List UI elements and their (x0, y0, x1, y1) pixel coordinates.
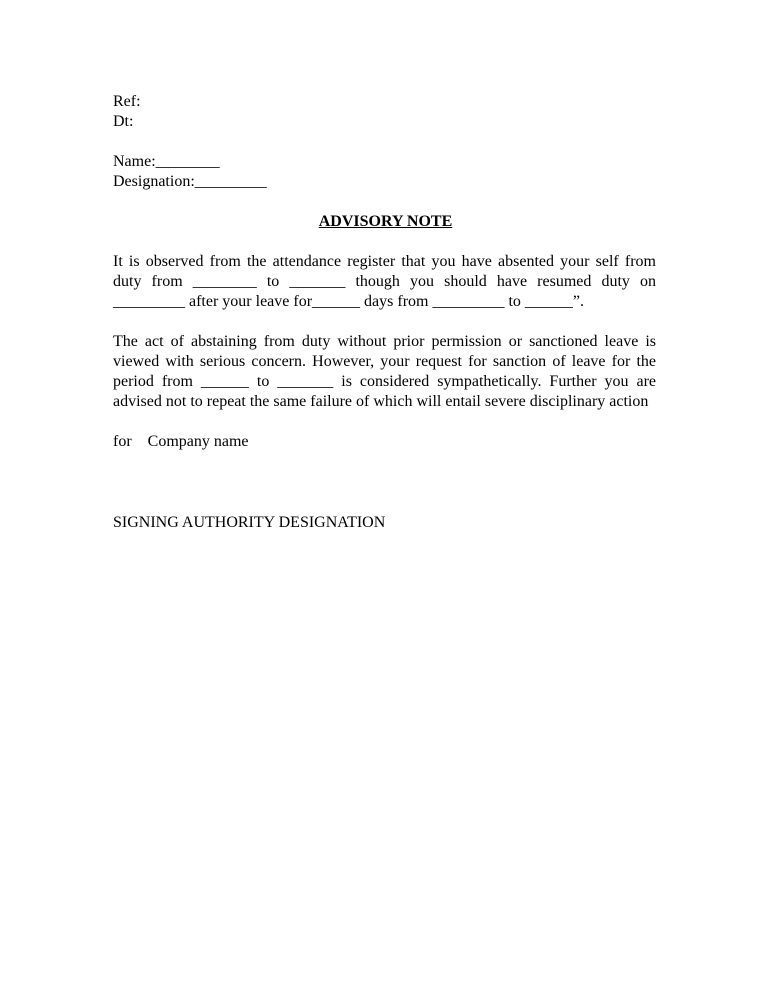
advisory-note-document (113, 92, 656, 533)
paragraph-absence: It is observed from the attendance register that you have absented your self from duty from ________ to _______ though you should have resumed duty on _________ after your leave for______ days from _________ to ______”. (113, 253, 656, 310)
spacer (113, 132, 656, 152)
document-title: ADVISORY NOTE (318, 213, 453, 230)
spacer (113, 412, 656, 432)
spacer (113, 312, 656, 332)
spacer (113, 232, 656, 252)
designation-line: Designation:_________ (113, 173, 267, 190)
signing-authority-line: SIGNING AUTHORITY DESIGNATION (113, 514, 386, 531)
for-company-line: for Company name (113, 433, 249, 450)
spacer (113, 192, 656, 212)
name-line: Name:________ (113, 153, 220, 170)
paragraph-warning: The act of abstaining from duty without prior permission or sanctioned leave is viewed with serious concern. However, your request for sanction of leave for the period from ______ to _______ is considered sympathetically. Further you are advised not to repeat the same failure of which will entail severe disciplinary action (113, 333, 656, 410)
date-line: Dt: (113, 113, 134, 130)
signature-spacer (113, 452, 656, 513)
ref-line: Ref: (113, 93, 141, 110)
